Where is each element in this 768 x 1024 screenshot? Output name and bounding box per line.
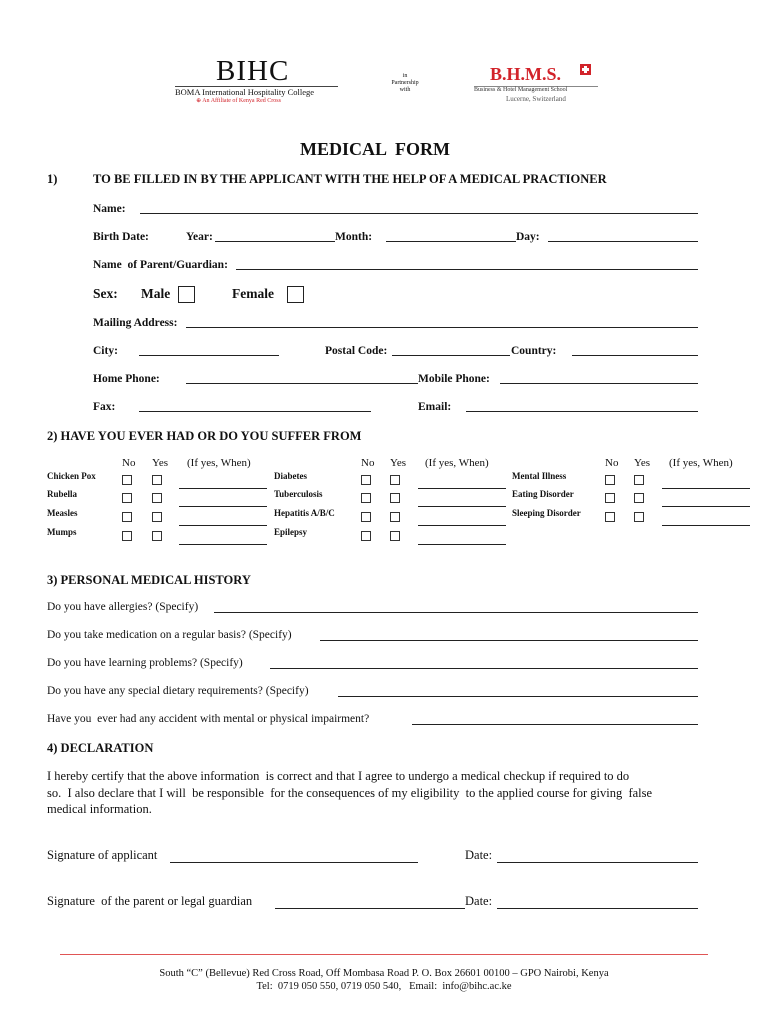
chicken-pox-no-checkbox[interactable]	[122, 475, 132, 485]
tuberculosis-when-field[interactable]	[418, 506, 506, 507]
postal-label: Postal Code:	[325, 345, 388, 357]
col1-yes-header: Yes	[152, 457, 169, 469]
fax-field[interactable]	[139, 411, 371, 412]
partnership-line-2: Partnership	[391, 80, 419, 86]
epilepsy-yes-checkbox[interactable]	[390, 531, 400, 541]
eating-disorder-no-checkbox[interactable]	[605, 493, 615, 503]
parent-field[interactable]	[236, 269, 698, 270]
signature-applicant-label: Signature of applicant	[47, 848, 158, 862]
declaration-line-3: medical information.	[47, 802, 152, 816]
name-label: Name:	[93, 203, 126, 215]
rubella-when-field[interactable]	[179, 506, 267, 507]
accident-field[interactable]	[412, 724, 698, 725]
measles-no-checkbox[interactable]	[122, 512, 132, 522]
city-field[interactable]	[139, 355, 279, 356]
birth-date-label: Birth Date:	[93, 231, 149, 243]
bhms-location: Lucerne, Switzerland	[506, 95, 566, 103]
condition-measles: Measles	[47, 508, 78, 518]
diabetes-yes-checkbox[interactable]	[390, 475, 400, 485]
signature-applicant-field[interactable]	[170, 862, 418, 863]
mumps-no-checkbox[interactable]	[122, 531, 132, 541]
footer-contact: Tel: 0719 050 550, 0719 050 540, Email: info@bihc.ac.ke	[256, 981, 512, 992]
footer-rule	[60, 954, 708, 955]
female-checkbox[interactable]	[287, 286, 304, 303]
dietary-field[interactable]	[338, 696, 698, 697]
mental-illness-no-checkbox[interactable]	[605, 475, 615, 485]
year-field[interactable]	[215, 241, 335, 242]
section3-heading: 3) PERSONAL MEDICAL HISTORY	[47, 573, 251, 587]
medication-question: Do you take medication on a regular basis? (Specify)	[47, 629, 292, 641]
rubella-no-checkbox[interactable]	[122, 493, 132, 503]
sleeping-disorder-when-field[interactable]	[662, 525, 750, 526]
parent-label: Name of Parent/Guardian:	[93, 259, 228, 271]
day-label: Day:	[516, 231, 540, 243]
year-label: Year:	[186, 231, 213, 243]
bhms-logo: B.H.M.S.	[490, 64, 562, 84]
fax-label: Fax:	[93, 401, 116, 413]
eating-disorder-yes-checkbox[interactable]	[634, 493, 644, 503]
partnership-line-3: with	[399, 87, 411, 93]
condition-diabetes: Diabetes	[274, 471, 307, 481]
rubella-yes-checkbox[interactable]	[152, 493, 162, 503]
month-field[interactable]	[386, 241, 516, 242]
condition-chicken-pox: Chicken Pox	[47, 471, 96, 481]
sex-label: Sex:	[93, 286, 118, 301]
allergies-field[interactable]	[214, 612, 698, 613]
dietary-question: Do you have any special dietary requirements? (Specify)	[47, 685, 309, 697]
allergies-question: Do you have allergies? (Specify)	[47, 601, 199, 613]
section1-heading: TO BE FILLED IN BY THE APPLICANT WITH THE HELP OF A MEDICAL PRACTIONER	[93, 172, 607, 186]
measles-yes-checkbox[interactable]	[152, 512, 162, 522]
mobile-phone-label: Mobile Phone:	[418, 373, 490, 385]
bihc-logo: BIHC	[216, 55, 290, 87]
signature-parent-label: Signature of the parent or legal guardian	[47, 894, 253, 908]
postal-field[interactable]	[392, 355, 510, 356]
learning-field[interactable]	[270, 668, 698, 669]
measles-when-field[interactable]	[179, 525, 267, 526]
parent-date-label: Date:	[465, 894, 493, 908]
email-field[interactable]	[466, 411, 698, 412]
epilepsy-no-checkbox[interactable]	[361, 531, 371, 541]
sleeping-disorder-no-checkbox[interactable]	[605, 512, 615, 522]
mumps-when-field[interactable]	[179, 544, 267, 545]
col2-when-header: (If yes, When)	[425, 457, 489, 469]
condition-eating-disorder: Eating Disorder	[512, 489, 574, 499]
col3-yes-header: Yes	[634, 457, 651, 469]
footer-address: South “C” (Bellevue) Red Cross Road, Off Mombasa Road P. O. Box 26601 00100 – GPO Nairobi, Kenya	[159, 968, 609, 979]
condition-mental-illness: Mental Illness	[512, 471, 567, 481]
accident-question: Have you ever had any accident with mental or physical impairment?	[47, 713, 370, 725]
red-cross-icon: ⊕	[196, 98, 202, 104]
section4-heading: 4) DECLARATION	[47, 741, 154, 755]
learning-question: Do you have learning problems? (Specify)	[47, 657, 243, 669]
partnership-line-1: in	[402, 73, 408, 79]
email-label: Email:	[418, 401, 452, 413]
city-label: City:	[93, 345, 118, 357]
sleeping-disorder-yes-checkbox[interactable]	[634, 512, 644, 522]
applicant-date-field[interactable]	[497, 862, 698, 863]
condition-tuberculosis: Tuberculosis	[274, 489, 323, 499]
medication-field[interactable]	[320, 640, 698, 641]
female-label: Female	[232, 286, 274, 301]
country-label: Country:	[511, 345, 557, 357]
section2-heading: 2) HAVE YOU EVER HAD OR DO YOU SUFFER FROM	[47, 429, 362, 443]
bihc-college-name: BOMA International Hospitality College	[175, 87, 315, 97]
home-phone-label: Home Phone:	[93, 373, 160, 385]
name-field[interactable]	[140, 213, 698, 214]
day-field[interactable]	[548, 241, 698, 242]
tuberculosis-yes-checkbox[interactable]	[390, 493, 400, 503]
bihc-affiliate: ⊕ An Affiliate of Kenya Red Cross	[196, 98, 281, 104]
bhms-school-name: Business & Hotel Management School	[474, 87, 568, 93]
hepatitis-no-checkbox[interactable]	[361, 512, 371, 522]
condition-mumps: Mumps	[47, 527, 77, 537]
form-title: MEDICAL FORM	[300, 139, 450, 159]
chicken-pox-when-field[interactable]	[179, 488, 267, 489]
declaration-line-2: so. I also declare that I will be responsible for the consequences of my eligibility to the applied course for giving false	[47, 786, 653, 800]
eating-disorder-when-field[interactable]	[662, 506, 750, 507]
col3-when-header: (If yes, When)	[669, 457, 733, 469]
signature-parent-field[interactable]	[275, 908, 465, 909]
mumps-yes-checkbox[interactable]	[152, 531, 162, 541]
parent-date-field[interactable]	[497, 908, 698, 909]
mental-illness-yes-checkbox[interactable]	[634, 475, 644, 485]
epilepsy-when-field[interactable]	[418, 544, 506, 545]
male-checkbox[interactable]	[178, 286, 195, 303]
declaration-line-1: I hereby certify that the above information is correct and that I agree to undergo a medical checkup if required to do	[47, 769, 630, 783]
applicant-date-label: Date:	[465, 848, 493, 862]
diabetes-when-field[interactable]	[418, 488, 506, 489]
tuberculosis-no-checkbox[interactable]	[361, 493, 371, 503]
mailing-label: Mailing Address:	[93, 317, 178, 329]
condition-epilepsy: Epilepsy	[274, 527, 308, 537]
col1-when-header: (If yes, When)	[187, 457, 251, 469]
home-phone-field[interactable]	[186, 383, 418, 384]
condition-hepatitis: Hepatitis A/B/C	[274, 508, 335, 518]
col1-no-header: No	[122, 457, 136, 469]
col3-no-header: No	[605, 457, 619, 469]
condition-rubella: Rubella	[47, 489, 78, 499]
condition-sleeping-disorder: Sleeping Disorder	[512, 508, 581, 518]
col2-yes-header: Yes	[390, 457, 407, 469]
mobile-phone-field[interactable]	[500, 383, 698, 384]
partnership-text	[380, 73, 430, 94]
diabetes-no-checkbox[interactable]	[361, 475, 371, 485]
chicken-pox-yes-checkbox[interactable]	[152, 475, 162, 485]
section1-number: 1)	[47, 172, 58, 186]
mailing-field[interactable]	[186, 327, 698, 328]
country-field[interactable]	[572, 355, 698, 356]
col2-no-header: No	[361, 457, 375, 469]
mental-illness-when-field[interactable]	[662, 488, 750, 489]
male-label: Male	[141, 286, 171, 301]
swiss-cross-icon	[580, 64, 591, 75]
month-label: Month:	[335, 231, 373, 243]
hepatitis-when-field[interactable]	[418, 525, 506, 526]
hepatitis-yes-checkbox[interactable]	[390, 512, 400, 522]
